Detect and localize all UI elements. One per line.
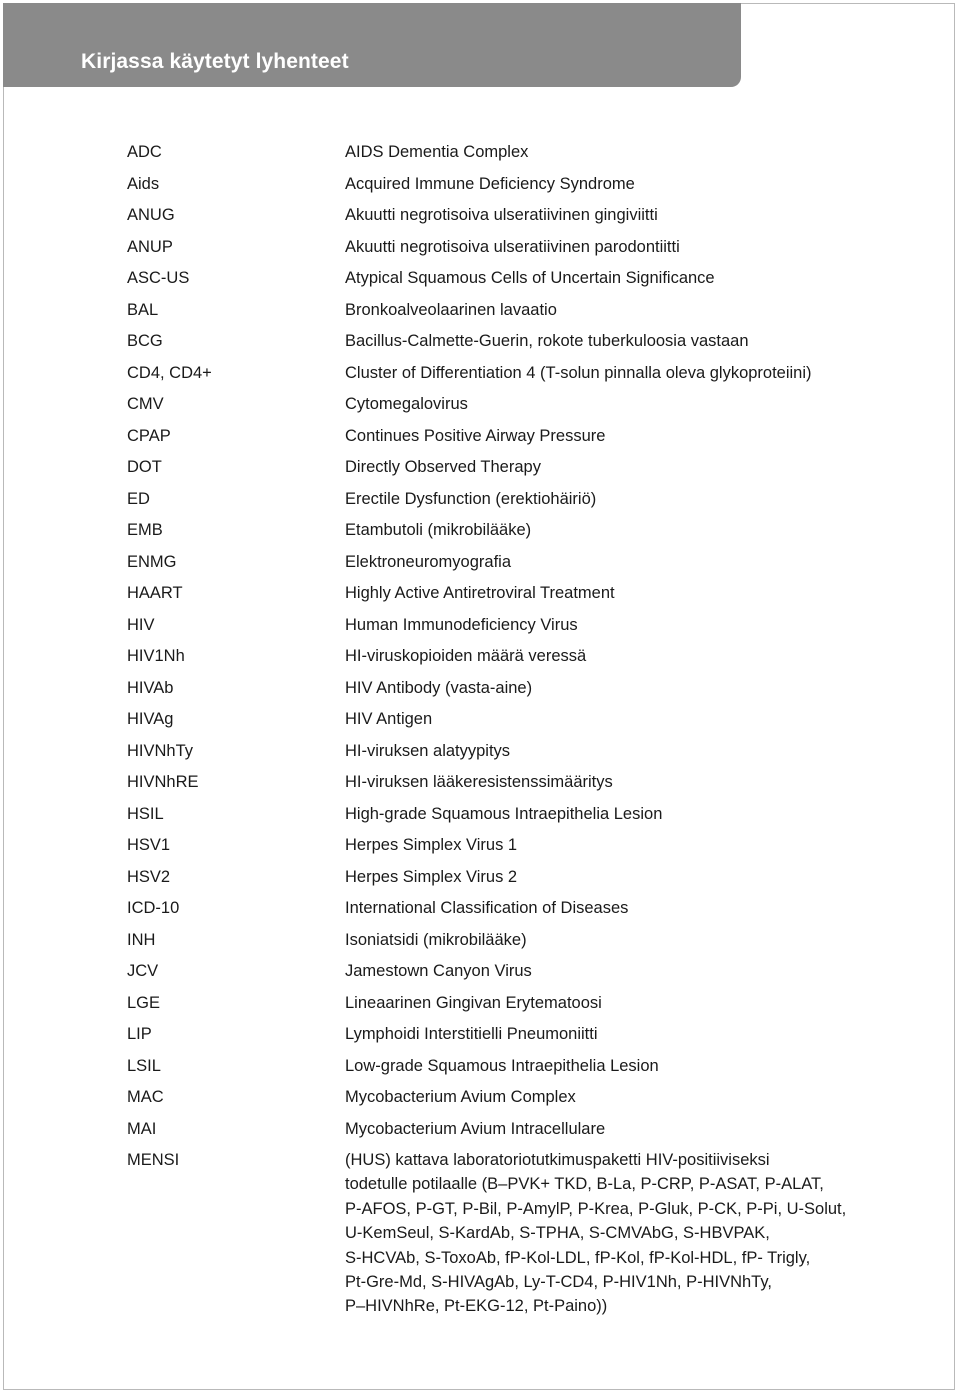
abbreviation-code: CPAP <box>127 426 171 445</box>
header-band <box>3 3 741 87</box>
abbreviation-code: ENMG <box>127 552 177 571</box>
abbreviation-definition: Atypical Squamous Cells of Uncertain Significance <box>345 269 715 287</box>
abbreviation-code: HSV1 <box>127 836 171 854</box>
abbreviation-list <box>127 140 917 1319</box>
abbreviation-definition: Jamestown Canyon Virus <box>345 962 532 980</box>
abbreviation-definition: Acquired Immune Deficiency Syndrome <box>345 174 635 193</box>
abbreviation-code: MAI <box>127 1119 157 1138</box>
abbreviation-row <box>127 1148 917 1319</box>
abbreviation-definition: Elektroneuromyografia <box>345 552 511 571</box>
abbreviation-row <box>127 613 917 645</box>
abbreviation-definition: HIV Antigen <box>345 710 433 728</box>
abbreviation-code: LIP <box>127 1025 152 1043</box>
abbreviation-code: CMV <box>127 395 164 413</box>
abbreviation-definition: High-grade Squamous Intraepithelia Lesion <box>345 804 663 823</box>
abbreviation-definition: Akuutti negrotisoiva ulseratiivinen parodontiitti <box>345 237 680 256</box>
abbreviation-code: ANUP <box>127 237 173 256</box>
abbreviation-definition: Erectile Dysfunction (erektiohäiriö) <box>345 489 597 508</box>
abbreviation-row <box>127 424 917 456</box>
abbreviation-definition: Etambutoli (mikrobilääke) <box>345 521 532 539</box>
abbreviation-code: INH <box>127 930 156 949</box>
abbreviation-row <box>127 1117 917 1149</box>
abbreviation-row <box>127 487 917 519</box>
abbreviation-code: Aids <box>127 174 160 193</box>
abbreviation-code: HIV <box>127 615 155 634</box>
abbreviation-definition: Continues Positive Airway Pressure <box>345 426 606 445</box>
page-title: Kirjassa käytetyt lyhenteet <box>81 50 349 73</box>
abbreviation-code: CD4, CD4+ <box>127 363 212 382</box>
abbreviation-definition: Cluster of Differentiation 4 (T-solun pinnalla oleva glykoproteiini) <box>345 363 812 382</box>
abbreviation-code: ED <box>127 489 150 508</box>
abbreviation-definition: Highly Active Antiretroviral Treatment <box>345 584 615 602</box>
abbreviation-code: HIVAg <box>127 710 174 728</box>
abbreviation-row <box>127 928 917 960</box>
abbreviation-definition: (HUS) kattava laboratoriotutkimuspaketti HIV-positiiviseksi todetulle potilaalle (B–PVK+ TKD, B-La, P-CRP, P-ASAT, P-ALAT, P-AFOS, P-GT, P-Bil, P-AmylP, P-Krea, P-Gluk, P-CK, P-Pi, U-Solut, U-KemSeul, S-KardAb, S-TPHA, S-CMVAbG, S-HBVPAK, S-HCVAb, S-ToxoAb, fP-Kol-LDL, fP-Kol, fP-Kol-HDL, fP- Trigly, Pt-Gre-Md, S-HIVAgAb, Ly-T-CD4, P-HIV1Nh, P-HIVNhTy, P–HIVNhRe, Pt-EKG-12, Pt-Paino)) <box>345 1151 847 1316</box>
abbreviation-definition: HIV Antibody (vasta-aine) <box>345 678 533 697</box>
abbreviation-row <box>127 959 917 991</box>
abbreviation-code: MAC <box>127 1088 164 1106</box>
abbreviation-row <box>127 770 917 802</box>
abbreviation-row <box>127 644 917 676</box>
abbreviation-code: HSIL <box>127 804 164 823</box>
abbreviation-row <box>127 1085 917 1117</box>
abbreviation-code: EMB <box>127 521 163 539</box>
abbreviation-definition: Akuutti negrotisoiva ulseratiivinen gingiviitti <box>345 206 658 224</box>
abbreviation-row <box>127 1054 917 1086</box>
abbreviation-definition: Bacillus-Calmette-Guerin, rokote tuberkuloosia vastaan <box>345 332 749 350</box>
abbreviation-code: LSIL <box>127 1056 161 1075</box>
abbreviation-definition: Mycobacterium Avium Intracellulare <box>345 1119 606 1138</box>
abbreviation-code: ADC <box>127 143 162 161</box>
abbreviation-row <box>127 203 917 235</box>
abbreviation-definition: AIDS Dementia Complex <box>345 143 529 161</box>
abbreviation-code: BAL <box>127 300 159 319</box>
abbreviation-code: ASC-US <box>127 269 190 287</box>
abbreviation-definition: Human Immunodeficiency Virus <box>345 615 578 634</box>
abbreviation-row <box>127 707 917 739</box>
abbreviation-row <box>127 676 917 708</box>
abbreviation-row <box>127 140 917 172</box>
abbreviation-definition: Herpes Simplex Virus 2 <box>345 867 518 886</box>
abbreviation-row <box>127 172 917 204</box>
abbreviation-row <box>127 581 917 613</box>
abbreviation-row <box>127 518 917 550</box>
abbreviation-row <box>127 991 917 1023</box>
abbreviation-code: DOT <box>127 458 162 476</box>
abbreviation-definition: Lineaarinen Gingivan Erytematoosi <box>345 993 602 1012</box>
abbreviation-definition: HI-viruksen alatyypitys <box>345 741 511 760</box>
abbreviation-row <box>127 266 917 298</box>
abbreviation-definition: Bronkoalveolaarinen lavaatio <box>345 300 557 319</box>
abbreviation-code: HIV1Nh <box>127 647 185 665</box>
abbreviation-code: JCV <box>127 962 159 980</box>
abbreviation-code: ANUG <box>127 206 175 224</box>
abbreviation-definition: HI-viruksen lääkeresistenssimääritys <box>345 773 613 791</box>
abbreviation-code: MENSI <box>127 1151 180 1169</box>
abbreviation-row <box>127 865 917 897</box>
abbreviation-code: HAART <box>127 584 183 602</box>
abbreviation-row <box>127 739 917 771</box>
abbreviation-code: HIVNhTy <box>127 741 194 760</box>
abbreviation-row <box>127 802 917 834</box>
abbreviation-definition: Directly Observed Therapy <box>345 458 541 476</box>
abbreviation-code: LGE <box>127 993 161 1012</box>
abbreviation-row <box>127 361 917 393</box>
abbreviation-code: HIVNhRE <box>127 773 199 791</box>
abbreviation-definition: International Classification of Diseases <box>345 899 629 917</box>
abbreviation-definition: Cytomegalovirus <box>345 395 468 413</box>
abbreviation-row <box>127 1022 917 1054</box>
abbreviation-definition: Lymphoidi Interstitielli Pneumoniitti <box>345 1025 598 1043</box>
abbreviation-row <box>127 298 917 330</box>
abbreviation-row <box>127 235 917 267</box>
abbreviation-definition: Mycobacterium Avium Complex <box>345 1088 576 1106</box>
abbreviation-code: HSV2 <box>127 867 171 886</box>
abbreviation-definition: Herpes Simplex Virus 1 <box>345 836 518 854</box>
abbreviation-row <box>127 896 917 928</box>
abbreviation-definition: Isoniatsidi (mikrobilääke) <box>345 930 527 949</box>
abbreviation-row <box>127 833 917 865</box>
abbreviation-row <box>127 550 917 582</box>
abbreviation-row <box>127 392 917 424</box>
abbreviation-code: HIVAb <box>127 678 174 697</box>
abbreviation-row <box>127 455 917 487</box>
abbreviation-code: BCG <box>127 332 163 350</box>
abbreviation-row <box>127 329 917 361</box>
abbreviation-definition: Low-grade Squamous Intraepithelia Lesion <box>345 1056 659 1075</box>
abbreviation-definition: HI-viruskopioiden määrä veressä <box>345 647 587 665</box>
abbreviation-code: ICD-10 <box>127 899 180 917</box>
